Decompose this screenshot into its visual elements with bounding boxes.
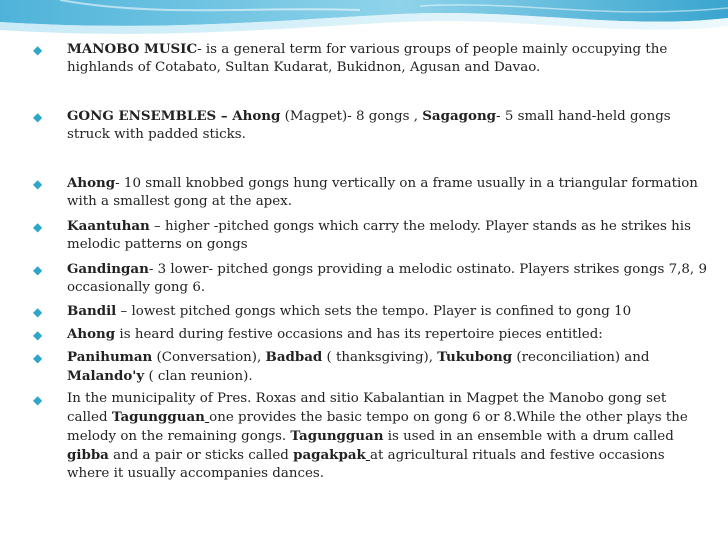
bold-text-run: Ahong: [67, 326, 116, 342]
bold-text-run: Panihuman: [67, 349, 153, 365]
bold-text-run: Tagungguan: [111, 409, 205, 425]
bold-text-run: Bandil: [67, 303, 117, 319]
bullet-kaantuhan: [30, 217, 710, 254]
bold-text-run: Ahong: [67, 175, 116, 191]
bullet-ahong-occasions: [30, 325, 603, 344]
bullet-diamond-icon: [33, 391, 45, 407]
text-run: ( thanksgiving),: [322, 350, 438, 365]
bullet-gong-ensembles: [30, 107, 710, 144]
bullet-diamond-icon: [33, 108, 45, 124]
text-run: - is a general term for various groups of people mainly occupying the highlands of Cotabato, Sultan Kudarat, Bukidnon, Agusan and Davao.: [67, 42, 668, 75]
bullet-diamond-icon: [33, 41, 45, 57]
bullet-gandingan: [30, 260, 710, 297]
text-run: - 10 small knobbed gongs hung vertically on a frame usually in a triangular formation with a smallest gong at the apex.: [67, 176, 698, 209]
bullet-tagungguan: [30, 390, 710, 483]
bullet-text: [67, 327, 603, 342]
bullet-diamond-icon: [33, 303, 45, 319]
bold-text-run: Gandingan: [67, 261, 149, 277]
bold-text-run: Tukubong: [437, 349, 513, 365]
bullet-ahong: [30, 174, 710, 211]
text-run: (Conversation),: [152, 350, 266, 365]
bullet-manobo-music: [30, 40, 710, 77]
bold-text-run: GONG ENSEMBLES – Ahong: [67, 108, 281, 124]
bullet-text: [67, 391, 688, 481]
bullet-repertoire: [30, 348, 710, 386]
text-run: is heard during festive occasions and has its repertoire pieces entitled:: [115, 327, 603, 342]
bold-text-run: Malando'y: [67, 368, 145, 384]
text-run: is used in an ensemble with a drum called: [383, 429, 674, 444]
bold-text-run: gibba: [67, 447, 109, 463]
header-wave-decoration: [0, 0, 728, 40]
bold-text-run: Badbad: [265, 349, 323, 365]
bold-text-run: Tagungguan: [290, 428, 384, 444]
bullet-text: [67, 350, 650, 384]
text-run: - 5 small hand-held gongs struck with padded sticks.: [67, 109, 671, 142]
bullet-diamond-icon: [33, 175, 45, 191]
text-run: ( clan reunion).: [144, 369, 253, 384]
text-run: one provides the basic tempo on gong 6 or 8.While the other plays the melody on the remaining gongs.: [67, 410, 688, 444]
text-run: In the municipality of Pres. Roxas and sitio Kabalantian in Magpet the Manobo gong set called: [67, 391, 667, 425]
bullet-text: [67, 42, 667, 75]
bold-text-run: pagakpak: [293, 447, 366, 463]
text-run: - 3 lower- pitched gongs providing a melodic ostinato. Players strikes gongs 7,8, 9 occasionally gong 6.: [67, 262, 707, 295]
text-run: at agricultural rituals and festive occasions where it usually accompanies dances.: [67, 448, 665, 481]
bullet-text: [67, 176, 698, 209]
text-run: – higher -pitched gongs which carry the melody. Player stands as he strikes his melodic patterns on gongs: [67, 219, 691, 252]
text-run: – lowest pitched gongs which sets the tempo. Player is confined to gong 10: [116, 304, 632, 319]
bullet-text: [67, 109, 671, 142]
bold-text-run: MANOBO MUSIC: [67, 41, 198, 57]
bullet-text: [67, 262, 707, 295]
bold-text-run: Sagagong: [422, 108, 497, 124]
text-run: (reconciliation) and: [512, 350, 650, 365]
bullet-diamond-icon: [33, 261, 45, 277]
bullet-text: [67, 304, 631, 319]
bullet-bandil: [30, 302, 631, 321]
bullet-diamond-icon: [33, 218, 45, 234]
text-run: and a pair or sticks called: [108, 448, 294, 463]
bullet-text: [67, 219, 691, 252]
bullet-diamond-icon: [33, 349, 45, 365]
bullet-diamond-icon: [33, 326, 45, 342]
text-run: (Magpet)- 8 gongs ,: [280, 109, 423, 124]
bold-text-run: Kaantuhan: [67, 218, 150, 234]
